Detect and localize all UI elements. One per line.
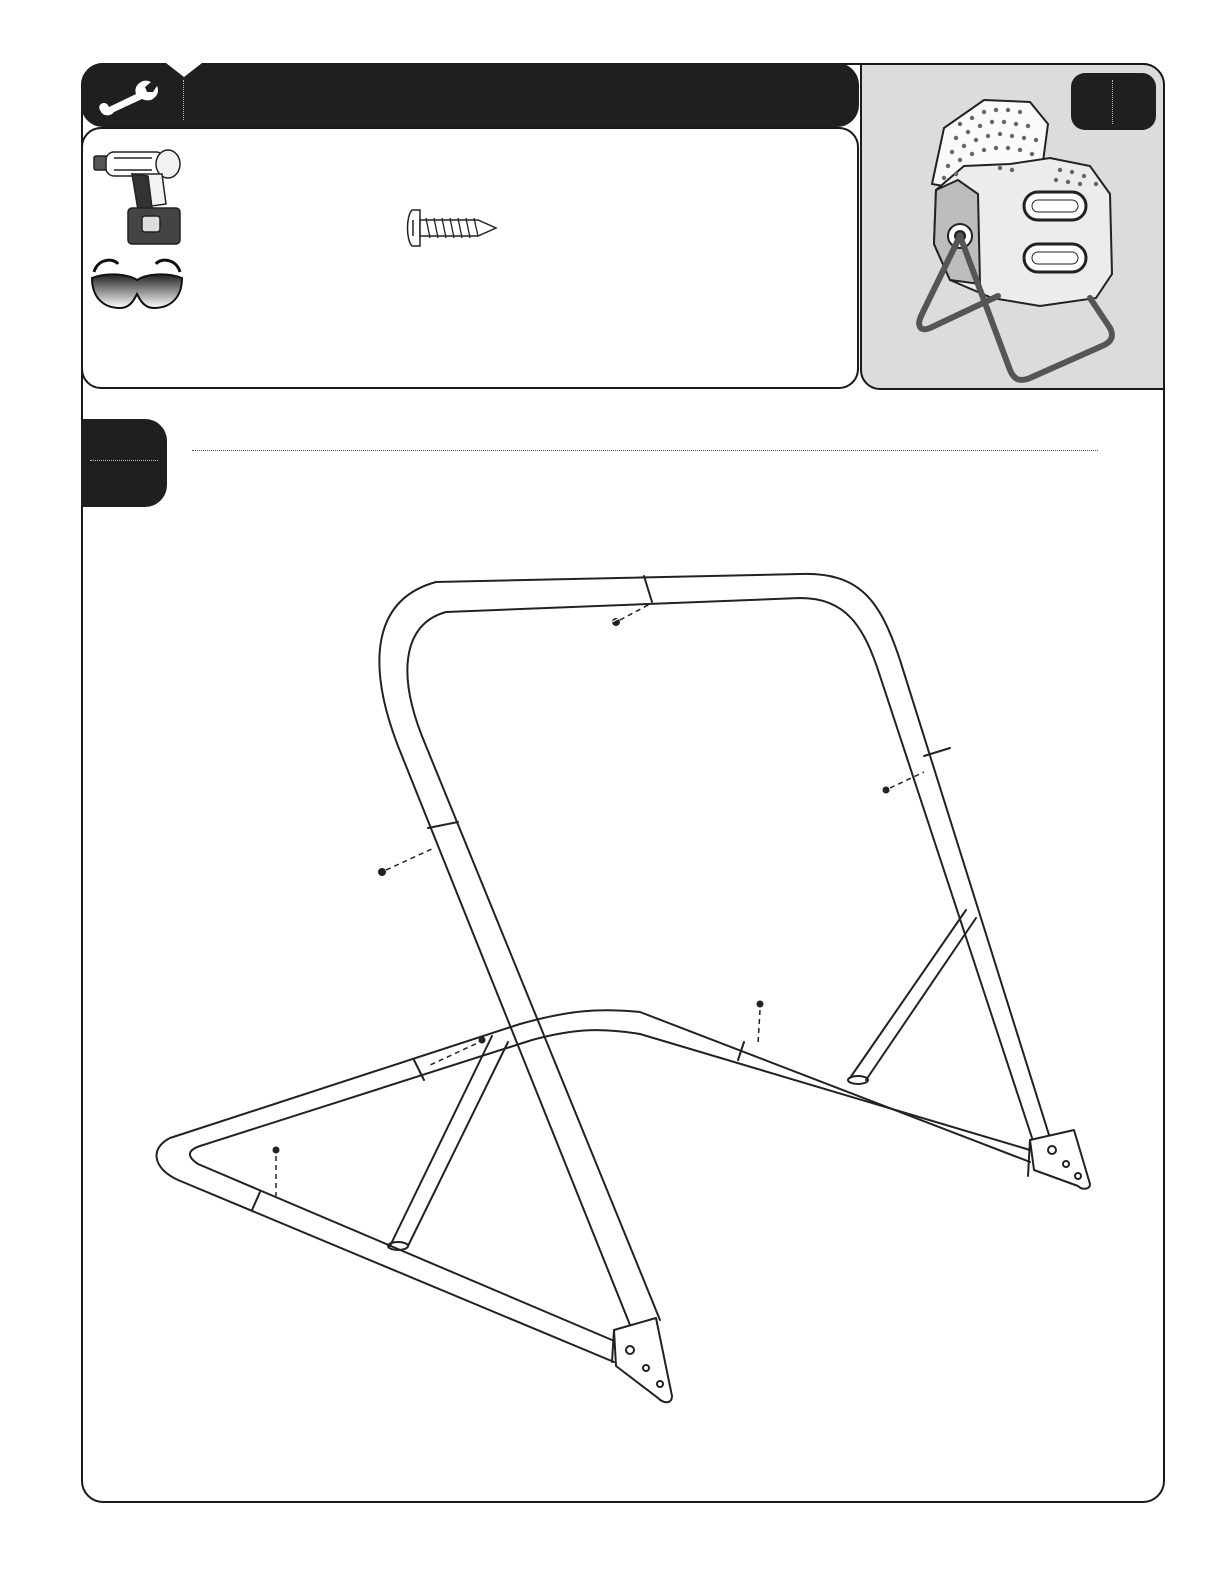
screw-icon [479,1037,486,1044]
screw-icon [273,1147,280,1154]
screw-icon [757,1001,764,1008]
screw-icon [378,868,386,876]
screw-icon [883,787,890,794]
screw-icon [612,618,620,626]
